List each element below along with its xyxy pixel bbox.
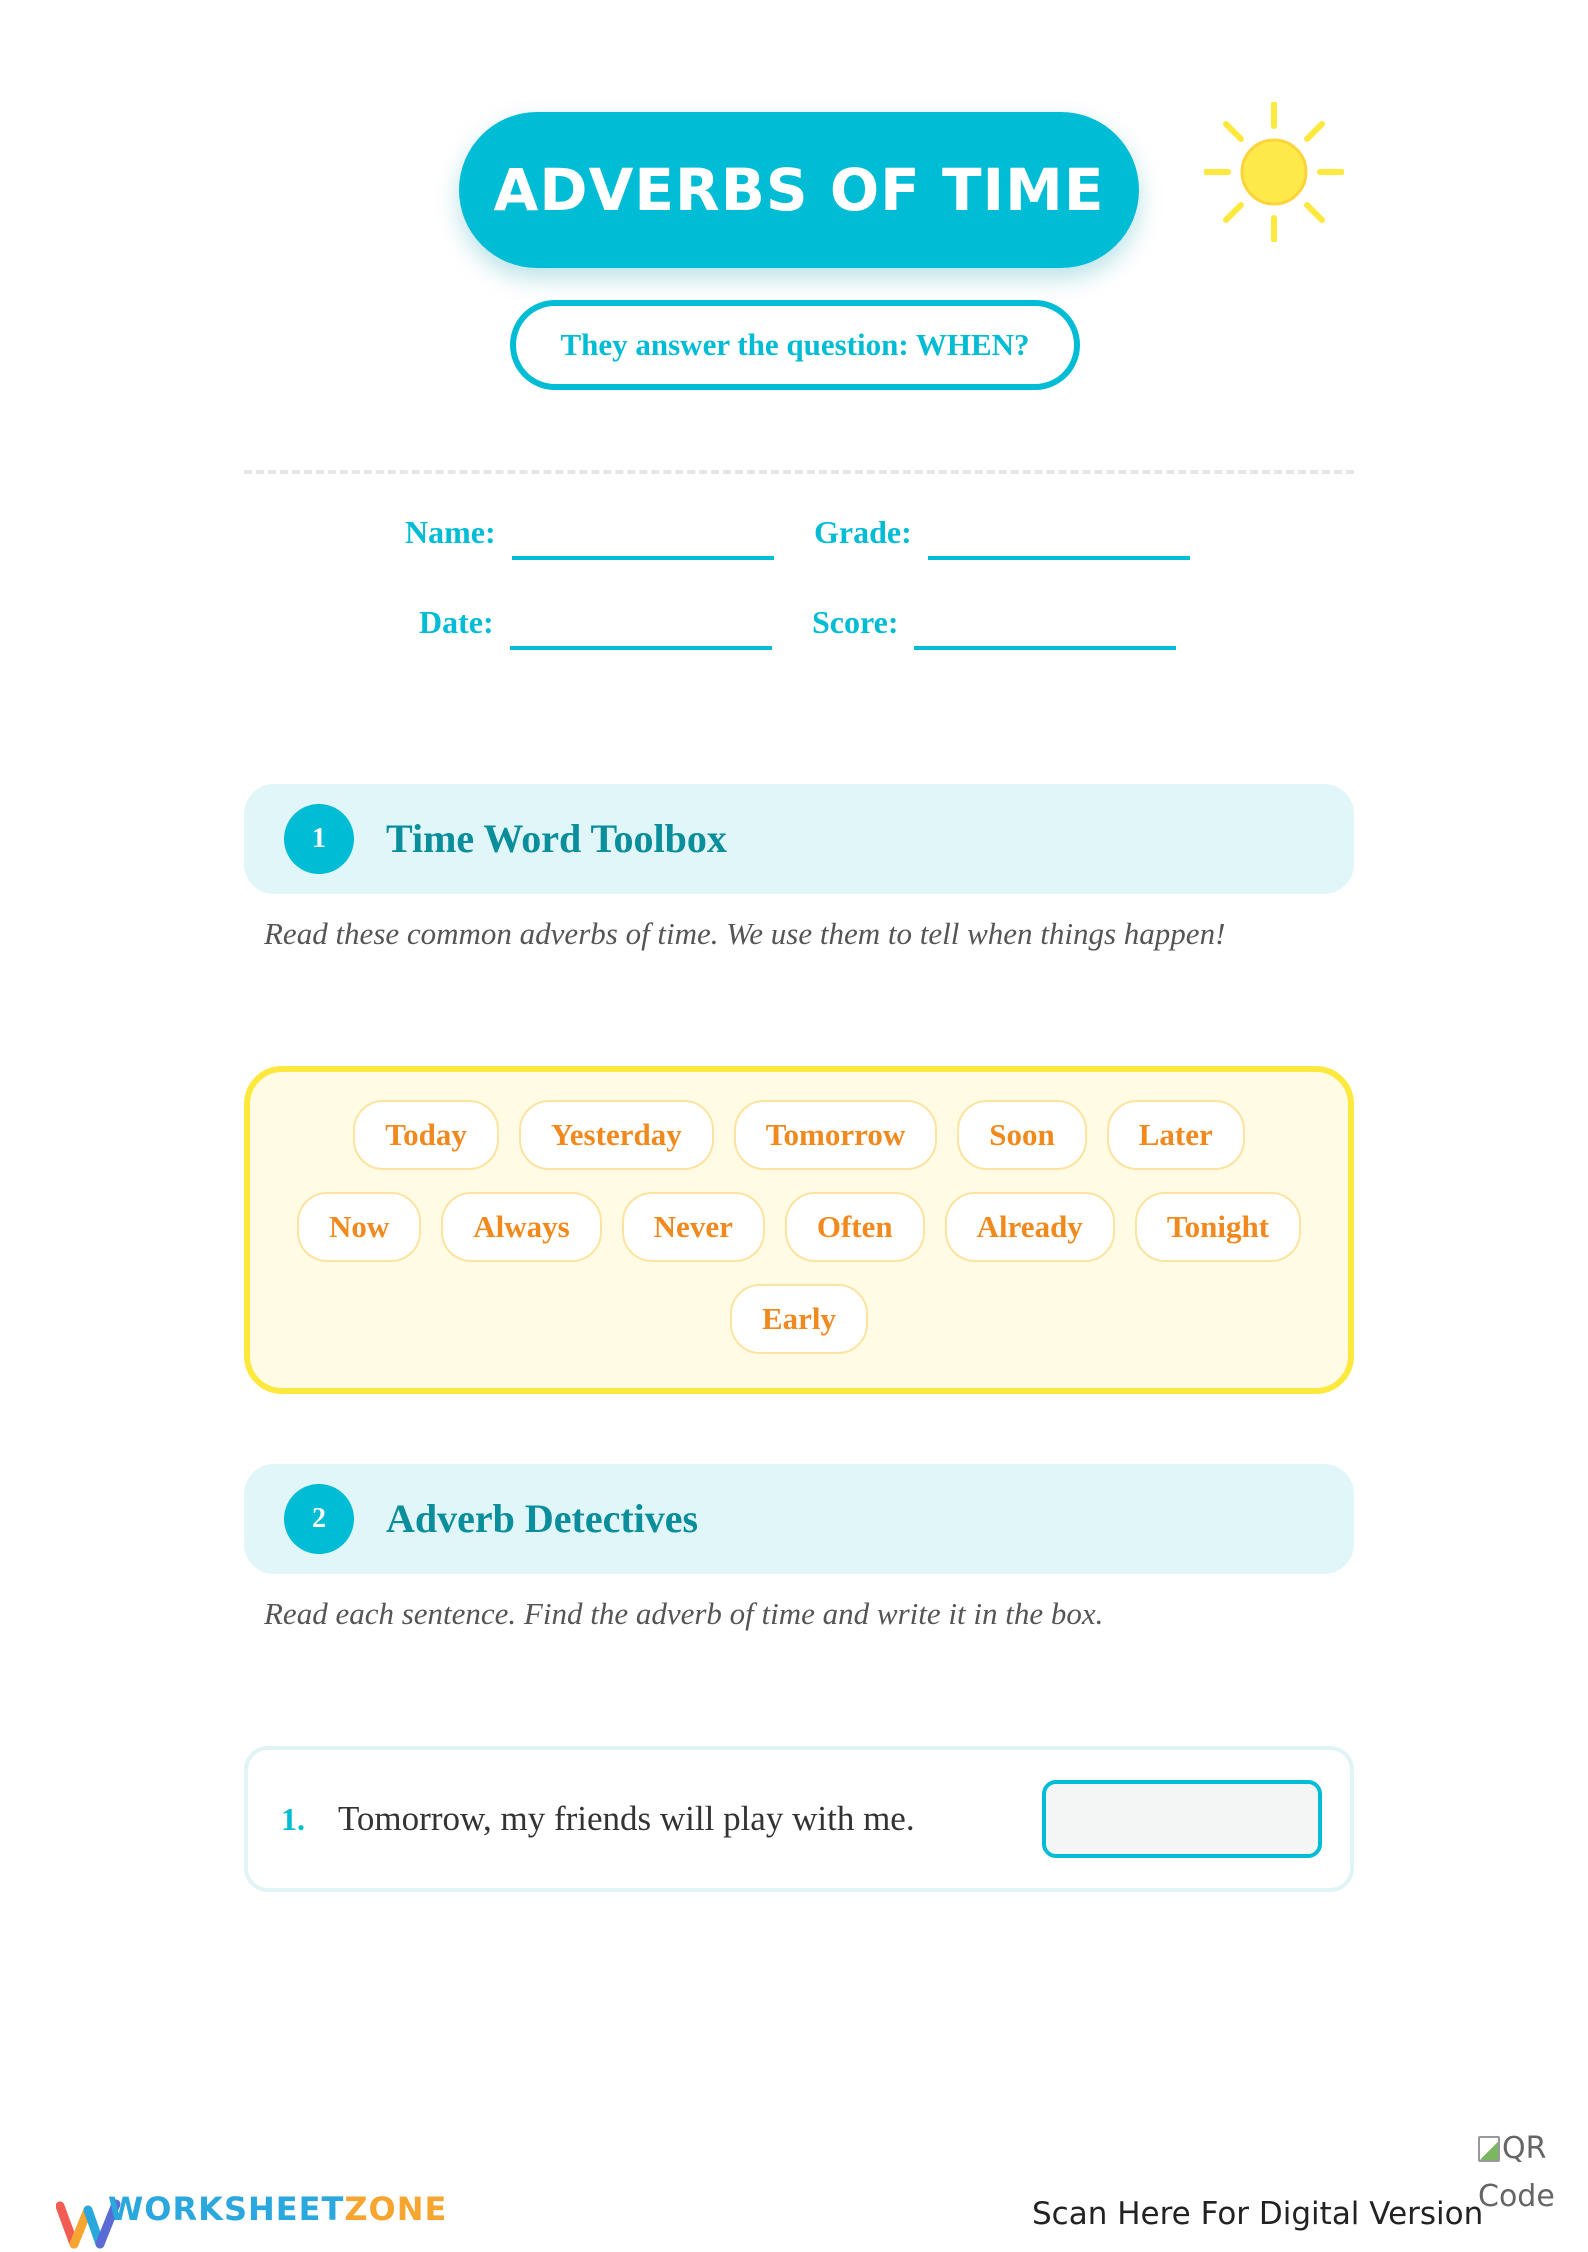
qr-code-image[interactable] [1478, 2125, 1578, 2225]
sun-icon [1204, 102, 1344, 242]
broken-image-icon [1478, 2136, 1500, 2162]
subtitle-text: They answer the question: WHEN? [560, 327, 1030, 362]
section-1-header [244, 784, 1354, 894]
score-field[interactable] [914, 646, 1176, 650]
name-label: Name: [405, 514, 496, 550]
page-title: ADVERBS OF TIME [493, 156, 1105, 224]
subtitle-pill [510, 300, 1080, 390]
qr-alt-text: QR Code [1478, 2131, 1555, 2214]
scan-instruction: Scan Here For Digital Version [1032, 2196, 1484, 2232]
name-field[interactable] [512, 556, 774, 560]
section-2-header [244, 1464, 1354, 1574]
title-banner [459, 112, 1139, 268]
grade-label: Grade: [814, 514, 912, 550]
section-2-instruction: Read each sentence. Find the adverb of time and write it in the box. [264, 1596, 1104, 1631]
word-chip: Tomorrow [734, 1100, 938, 1170]
word-chip: Already [945, 1192, 1115, 1262]
question-card [244, 1746, 1354, 1892]
section-1-title: Time Word Toolbox [386, 816, 727, 861]
word-chip: Tonight [1135, 1192, 1301, 1262]
word-chip: Soon [957, 1100, 1086, 1170]
word-chip: Now [297, 1192, 421, 1262]
section-1-number: 1 [284, 804, 354, 874]
score-label: Score: [812, 604, 899, 640]
section-2-title: Adverb Detectives [386, 1496, 699, 1541]
word-row-2 [250, 1192, 1348, 1262]
word-chip: Often [785, 1192, 925, 1262]
word-row-1 [250, 1100, 1348, 1170]
question-text: Tomorrow, my friends will play with me. [338, 1799, 915, 1838]
word-chip: Today [353, 1100, 499, 1170]
answer-input-box[interactable] [1042, 1780, 1322, 1858]
grade-field[interactable] [928, 556, 1190, 560]
section-1-instruction: Read these common adverbs of time. We use them to tell when things happen! [264, 916, 1226, 951]
question-number: 1. [281, 1801, 305, 1837]
date-field[interactable] [510, 646, 772, 650]
brand-part-1: WORKSHEET [108, 2190, 345, 2228]
word-chip: Yesterday [519, 1100, 714, 1170]
word-chip: Later [1107, 1100, 1245, 1170]
brand-name [108, 2190, 447, 2228]
word-row-3 [250, 1284, 1348, 1354]
word-chip: Never [622, 1192, 765, 1262]
word-toolbox [244, 1066, 1354, 1394]
word-chip: Always [441, 1192, 601, 1262]
section-2-number: 2 [284, 1484, 354, 1554]
brand-part-2: ZONE [344, 2190, 448, 2228]
dashed-divider [244, 470, 1354, 474]
date-label: Date: [419, 604, 494, 640]
word-chip: Early [730, 1284, 868, 1354]
